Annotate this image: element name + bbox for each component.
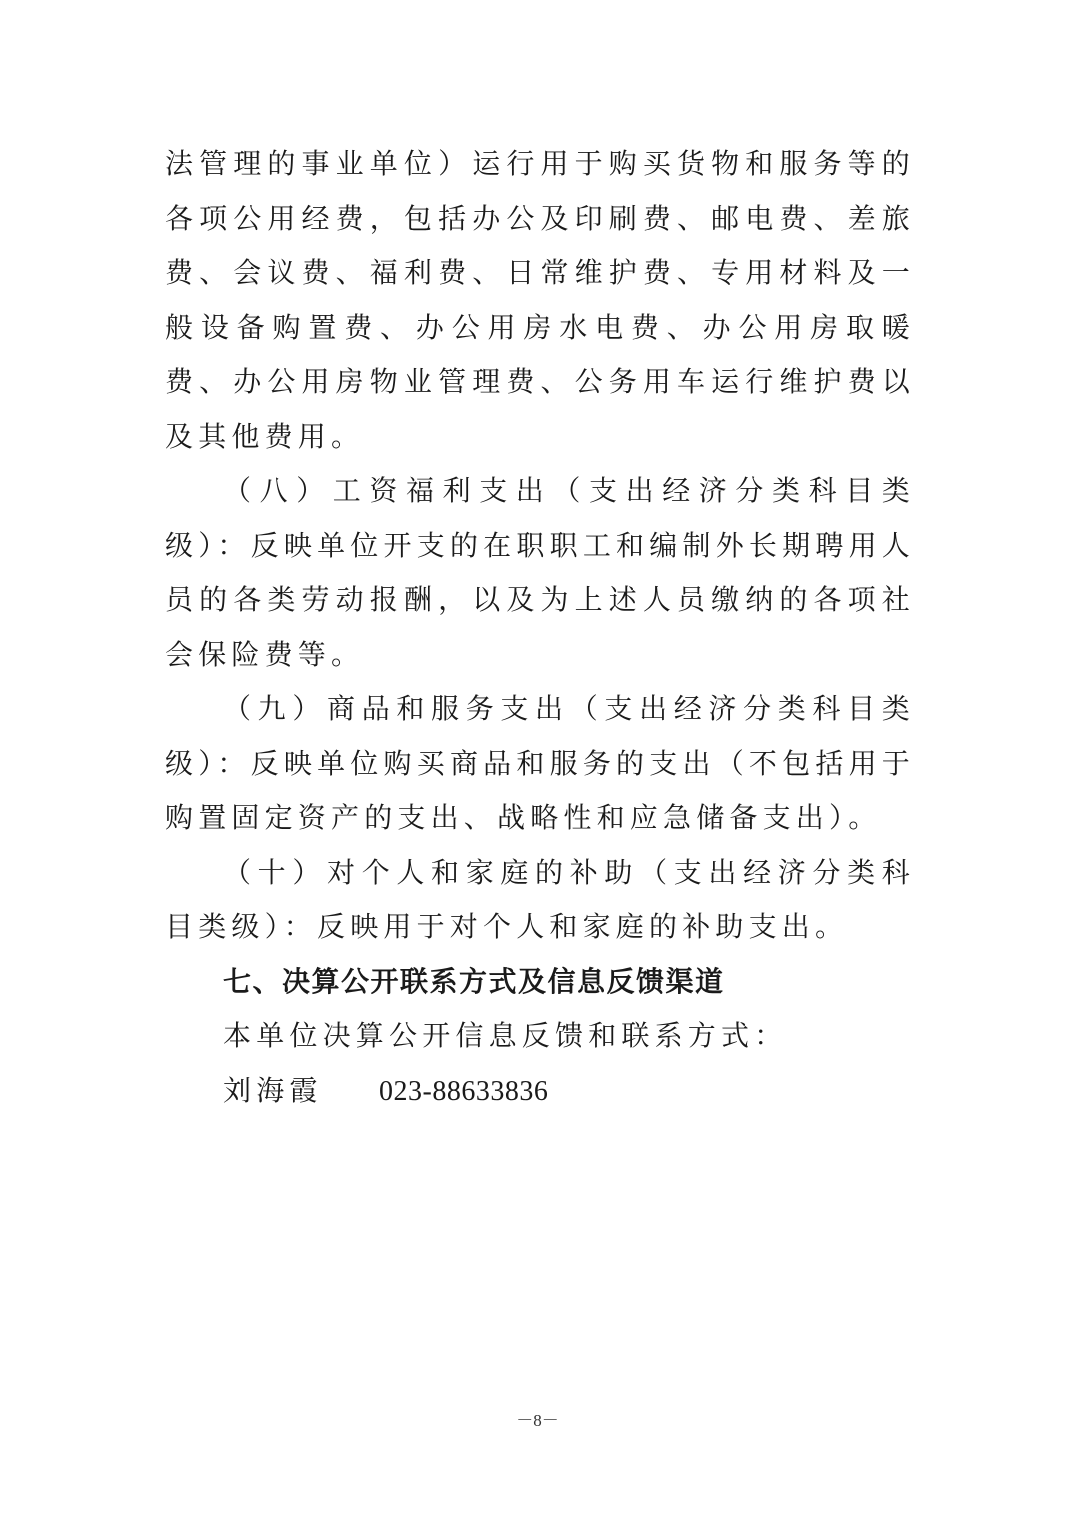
paragraph-continuation: 法管理的事业单位）运行用于购买货物和服务等的各项公用经费，包括办公及印刷费、邮电费、差旅费、会议费、福利费、日常维护费、专用材料及一般设备购置费、办公用房水电费、办公用房取暖费、办公用房物业管理费、公务用车运行维护费以及其他费用。 xyxy=(165,147,915,453)
page-number: －8－ xyxy=(516,1411,559,1430)
contact-line xyxy=(165,1064,915,1120)
contact-phone: 023-88633836 xyxy=(379,1075,549,1107)
document-body xyxy=(165,137,915,1119)
paragraph-item-9: （九）商品和服务支出（支出经济分类科目类级）：反映单位购买商品和服务的支出（不包括用于购置固定资产的支出、战略性和应急储备支出）。 xyxy=(165,692,915,834)
paragraph-item-10: （十）对个人和家庭的补助（支出经济分类科目类级）：反映用于对个人和家庭的补助支出。 xyxy=(165,855,915,943)
contact-name: 刘海霞 xyxy=(223,1073,323,1107)
contact-intro: 本单位决算公开信息反馈和联系方式： xyxy=(223,1019,788,1052)
section-heading: 七、决算公开联系方式及信息反馈渠道 xyxy=(223,964,725,998)
paragraph-item-8: （八）工资福利支出（支出经济分类科目类级）：反映单位开支的在职职工和编制外长期聘用人员的各类劳动报酬，以及为上述人员缴纳的各项社会保险费等。 xyxy=(165,474,915,671)
